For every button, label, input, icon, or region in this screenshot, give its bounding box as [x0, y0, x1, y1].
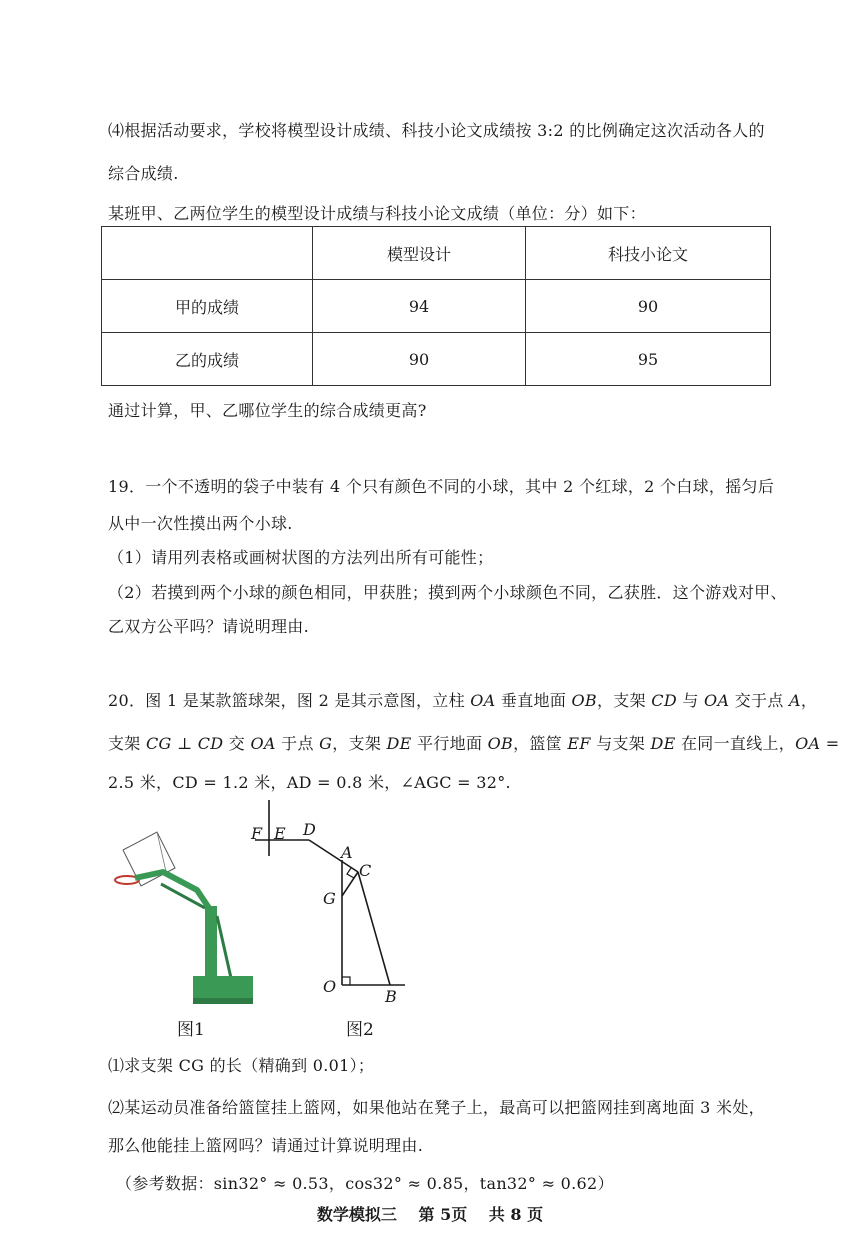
- table-cell: 94: [313, 280, 526, 333]
- table-header-cell: [102, 227, 313, 280]
- label-d: D: [303, 820, 316, 839]
- q19-part-2b: 乙双方公平吗？请说明理由.: [108, 617, 309, 636]
- stand-arm: [135, 872, 213, 914]
- table-row: [102, 280, 771, 333]
- q19-line-2: 从中一次性摸出两个小球.: [108, 514, 293, 533]
- table-cell: 90: [313, 333, 526, 386]
- geometry-diagram: [245, 800, 415, 1010]
- q18-question: 通过计算，甲、乙哪位学生的综合成绩更高?: [108, 401, 427, 420]
- footer-subject: 数学模拟三: [316, 1205, 397, 1224]
- figure-2-caption: 图2: [346, 1020, 374, 1040]
- stand-base: [193, 976, 253, 1000]
- q18-line-1: ⑷根据活动要求，学校将模型设计成绩、科技小论文成绩按 3:2 的比例确定这次活动各人的: [108, 121, 765, 140]
- q20-part-2b: 那么他能挂上篮网吗？请通过计算说明理由.: [108, 1136, 424, 1155]
- table-header-row: [102, 227, 771, 280]
- q18-table-intro: 某班甲、乙两位学生的模型设计成绩与科技小论文成绩（单位：分）如下：: [108, 204, 646, 223]
- table-row: [102, 333, 771, 386]
- label-o: O: [323, 977, 337, 996]
- label-g: G: [323, 889, 336, 908]
- q20-line-3: 2.5 米，CD = 1.2 米，AD = 0.8 米，∠AGC = 32°.: [108, 773, 511, 792]
- footer-total: 共 8 页: [488, 1205, 544, 1224]
- q20-part-2a: ⑵某运动员准备给篮筐挂上篮网，如果他站在凳子上，最高可以把篮网挂到离地面 3 米处，: [108, 1098, 765, 1117]
- segment-cb: [358, 872, 390, 985]
- table-cell: 甲的成绩: [102, 280, 313, 333]
- q20-line-2: 支架 CG ⊥ CD 交 OA 于点 G，支架 DE 平行地面 OB，篮筐 EF 与支架 DE 在同一直线上，OA =: [108, 734, 840, 753]
- q20-part-1: ⑴求支架 CG 的长（精确到 0.01）；: [108, 1056, 375, 1075]
- right-angle-o: [342, 977, 350, 985]
- label-f: F: [251, 824, 263, 843]
- q19-part-1: （1）请用列表格或画树状图的方法列出所有可能性；: [108, 548, 494, 567]
- label-e: E: [274, 824, 286, 843]
- figure-1-caption: 图1: [177, 1020, 205, 1040]
- table-cell: 90: [526, 280, 771, 333]
- label-b: B: [385, 987, 397, 1006]
- q19-part-2a: （2）若摸到两个小球的颜色相同，甲获胜；摸到两个小球颜色不同，乙获胜．这个游戏对甲、: [108, 583, 787, 602]
- table-cell: 乙的成绩: [102, 333, 313, 386]
- table-header-cell: 模型设计: [313, 227, 526, 280]
- label-a: A: [341, 843, 353, 862]
- q20-line-1: 20．图 1 是某款篮球架，图 2 是其示意图，立柱 OA 垂直地面 OB，支架 CD 与 OA 交于点 A，: [108, 691, 818, 710]
- table-header-cell: 科技小论文: [526, 227, 771, 280]
- q19-line-1: 19．一个不透明的袋子中装有 4 个只有颜色不同的小球，其中 2 个红球，2 个白球，摇匀后: [108, 477, 775, 496]
- stand-pole: [205, 906, 217, 981]
- label-c: C: [359, 861, 372, 880]
- footer-page: 第 5页: [418, 1205, 468, 1224]
- scores-table: [101, 226, 771, 386]
- q18-line-2: 综合成绩.: [108, 164, 179, 183]
- reference-data: （参考数据：sin32° ≈ 0.53，cos32° ≈ 0.85，tan32° ≈ 0.62）: [116, 1174, 614, 1193]
- table-cell: 95: [526, 333, 771, 386]
- page-footer: [0, 1202, 860, 1225]
